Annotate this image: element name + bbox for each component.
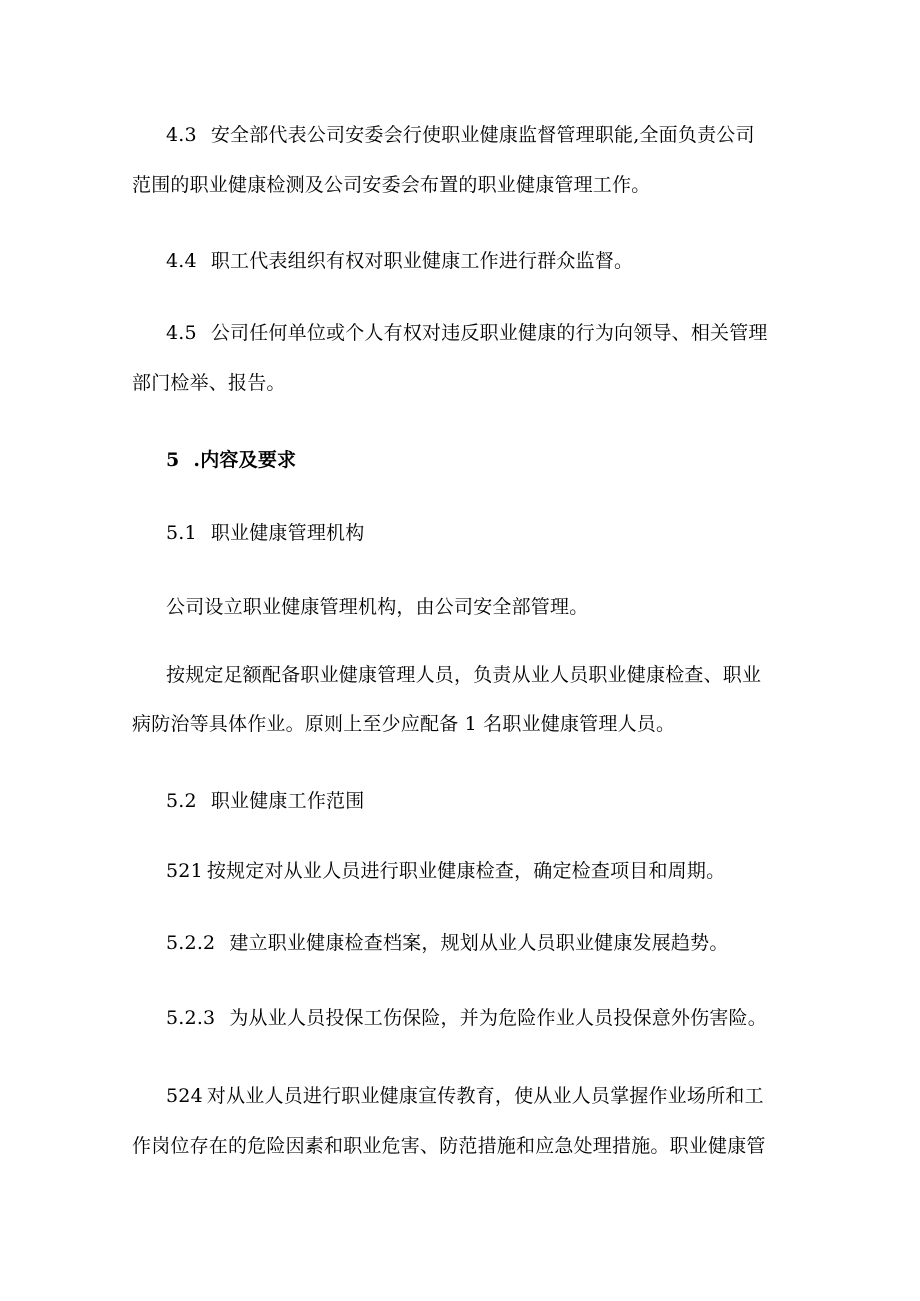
paragraph-4-5-line-2: [132, 371, 286, 395]
subsection-heading-text: 职业健康管理机构: [210, 522, 365, 544]
subsection-heading-5-2: [166, 789, 364, 813]
section-number: 521: [166, 860, 203, 882]
paragraph-5-2-4-line-1: [166, 1084, 764, 1108]
section-number: 524: [166, 1085, 203, 1107]
section-heading-5: [166, 448, 296, 472]
paragraph-text: 作岗位存在的危险因素和职业危害、防范措施和应急处理措施。职业健康管: [132, 1135, 766, 1157]
paragraph-5-1-b-line-1: [166, 663, 761, 687]
paragraph-text: 部门检举、报告。: [132, 372, 286, 394]
paragraph-5-2-3: [166, 1006, 767, 1030]
paragraph-4-3-line-1: [166, 123, 755, 147]
section-number: 4.4: [166, 250, 197, 272]
paragraph-4-4: [166, 249, 633, 273]
paragraph-text: 病防治等具体作业。原则上至少应配备 1 名职业健康管理人员。: [132, 713, 676, 735]
section-number: 5.1: [166, 522, 197, 544]
paragraph-text: 范围的职业健康检测及公司安委会布置的职业健康管理工作。: [132, 174, 651, 196]
section-number: 5: [166, 449, 180, 471]
paragraph-text: 为从业人员投保工伤保险，并为危险作业人员投保意外伤害险。: [229, 1007, 767, 1029]
section-number: 5.2.3: [166, 1007, 216, 1029]
section-heading-text: .内容及要求: [193, 449, 297, 471]
paragraph-text: 安全部代表公司安委会行使职业健康监督管理职能,全面负责公司: [210, 124, 755, 146]
paragraph-5-2-2: [166, 931, 729, 955]
paragraph-text: 职工代表组织有权对职业健康工作进行群众监督。: [210, 250, 634, 272]
paragraph-text: 按规定足额配备职业健康管理人员，负责从业人员职业健康检查、职业: [166, 664, 762, 686]
paragraph-5-2-4-line-2: [132, 1134, 766, 1158]
subsection-heading-5-1: [166, 521, 364, 545]
subsection-heading-text: 职业健康工作范围: [210, 790, 365, 812]
section-number: 5.2.2: [166, 932, 216, 954]
section-number: 4.3: [166, 124, 197, 146]
paragraph-5-2-1: [166, 859, 725, 883]
paragraph-text: 公司设立职业健康管理机构，由公司安全部管理。: [166, 596, 589, 618]
paragraph-text: 按规定对从业人员进行职业健康检查，确定检查项目和周期。: [206, 860, 726, 882]
paragraph-5-1-b-line-2: [132, 712, 675, 736]
paragraph-5-1-a: [166, 595, 588, 619]
paragraph-text: 建立职业健康检查档案，规划从业人员职业健康发展趋势。: [229, 932, 729, 954]
paragraph-text: 公司任何单位或个人有权对违反职业健康的行为向领导、相关管理: [210, 322, 768, 344]
section-number: 5.2: [166, 790, 197, 812]
section-number: 4.5: [166, 322, 197, 344]
paragraph-4-3-line-2: [132, 173, 650, 197]
paragraph-text: 对从业人员进行职业健康宣传教育，使从业人员掌握作业场所和工: [206, 1085, 764, 1107]
paragraph-4-5-line-1: [166, 321, 768, 345]
